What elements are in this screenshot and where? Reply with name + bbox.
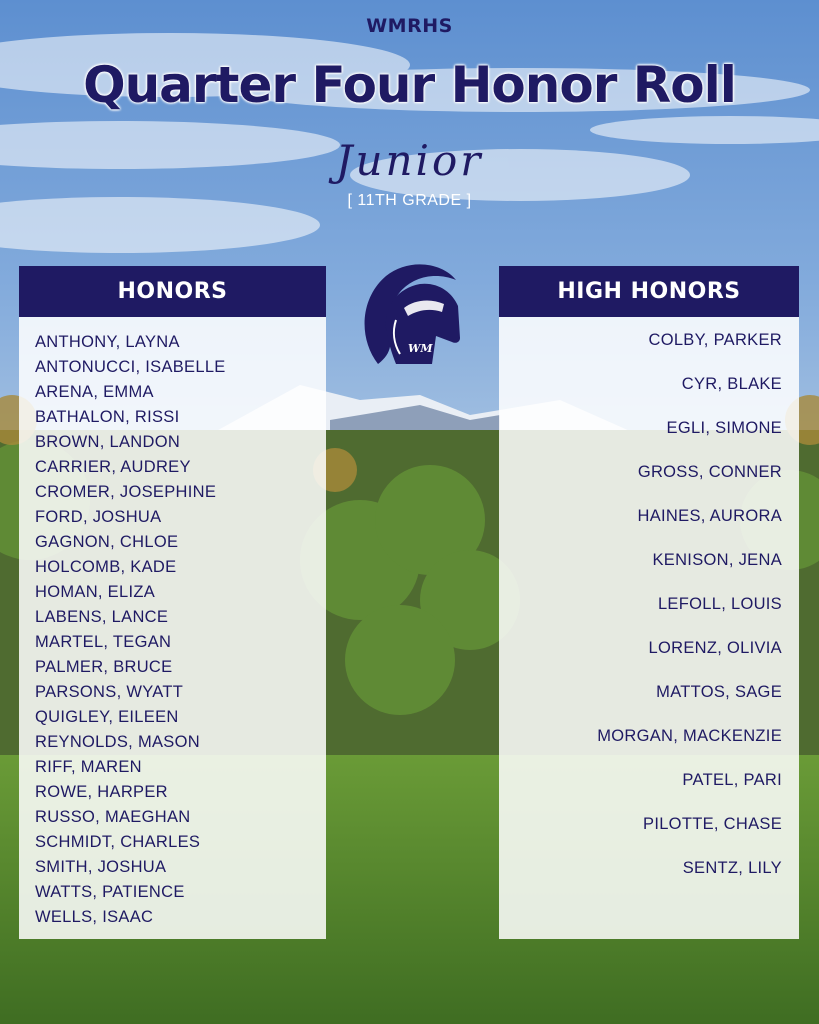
list-item: HAINES, AURORA xyxy=(637,507,782,525)
list-item: SENTZ, LILY xyxy=(682,859,782,877)
list-item: QUIGLEY, EILEEN xyxy=(35,708,179,726)
list-item: ANTONUCCI, ISABELLE xyxy=(35,358,226,376)
list-item: WATTS, PATIENCE xyxy=(35,883,185,901)
school-name: WMRHS xyxy=(366,15,453,37)
list-item: COLBY, PARKER xyxy=(648,331,782,349)
high-honors-heading: HIGH HONORS xyxy=(499,266,799,317)
list-item: SMITH, JOSHUA xyxy=(35,858,167,876)
list-item: REYNOLDS, MASON xyxy=(35,733,200,751)
list-item: PALMER, BRUCE xyxy=(35,658,173,676)
list-item: GROSS, CONNER xyxy=(637,463,782,481)
page-title: Quarter Four Honor Roll xyxy=(83,56,736,114)
list-item: KENISON, JENA xyxy=(652,551,782,569)
spartan-helmet-icon xyxy=(356,258,466,370)
honors-panel xyxy=(19,266,326,939)
list-item: MARTEL, TEGAN xyxy=(35,633,172,651)
list-item: LABENS, LANCE xyxy=(35,608,169,626)
list-item: WELLS, ISAAC xyxy=(35,908,154,926)
list-item: CYR, BLAKE xyxy=(681,375,782,393)
list-item: EGLI, SIMONE xyxy=(666,419,782,437)
list-item: BROWN, LANDON xyxy=(35,433,181,451)
list-item: ARENA, EMMA xyxy=(35,383,154,401)
high-honors-panel xyxy=(499,266,799,939)
list-item: CARRIER, AUDREY xyxy=(35,458,191,476)
list-item: ROWE, HARPER xyxy=(35,783,168,801)
high-honors-list xyxy=(499,317,799,898)
list-item: HOMAN, ELIZA xyxy=(35,583,156,601)
logo-monogram: WM xyxy=(408,342,433,355)
list-item: GAGNON, CHLOE xyxy=(35,533,179,551)
list-item: FORD, JOSHUA xyxy=(35,508,162,526)
list-item: CROMER, JOSEPHINE xyxy=(35,483,217,501)
grade-label: [ 11TH GRADE ] xyxy=(347,192,472,209)
list-item: SCHMIDT, CHARLES xyxy=(35,833,201,851)
list-item: RUSSO, MAEGHAN xyxy=(35,808,191,826)
list-item: HOLCOMB, KADE xyxy=(35,558,177,576)
list-item: LORENZ, OLIVIA xyxy=(648,639,782,657)
list-item: LEFOLL, LOUIS xyxy=(657,595,782,613)
list-item: MORGAN, MACKENZIE xyxy=(597,727,782,745)
list-item: MATTOS, SAGE xyxy=(656,683,782,701)
list-item: PILOTTE, CHASE xyxy=(643,815,782,833)
list-item: BATHALON, RISSI xyxy=(35,408,180,426)
class-year: Junior xyxy=(335,136,484,185)
list-item: PARSONS, WYATT xyxy=(35,683,184,701)
honors-list xyxy=(19,317,326,930)
list-item: RIFF, MAREN xyxy=(35,758,142,776)
list-item: ANTHONY, LAYNA xyxy=(35,333,180,351)
list-item: PATEL, PARI xyxy=(682,771,782,789)
honors-heading: HONORS xyxy=(19,266,326,317)
